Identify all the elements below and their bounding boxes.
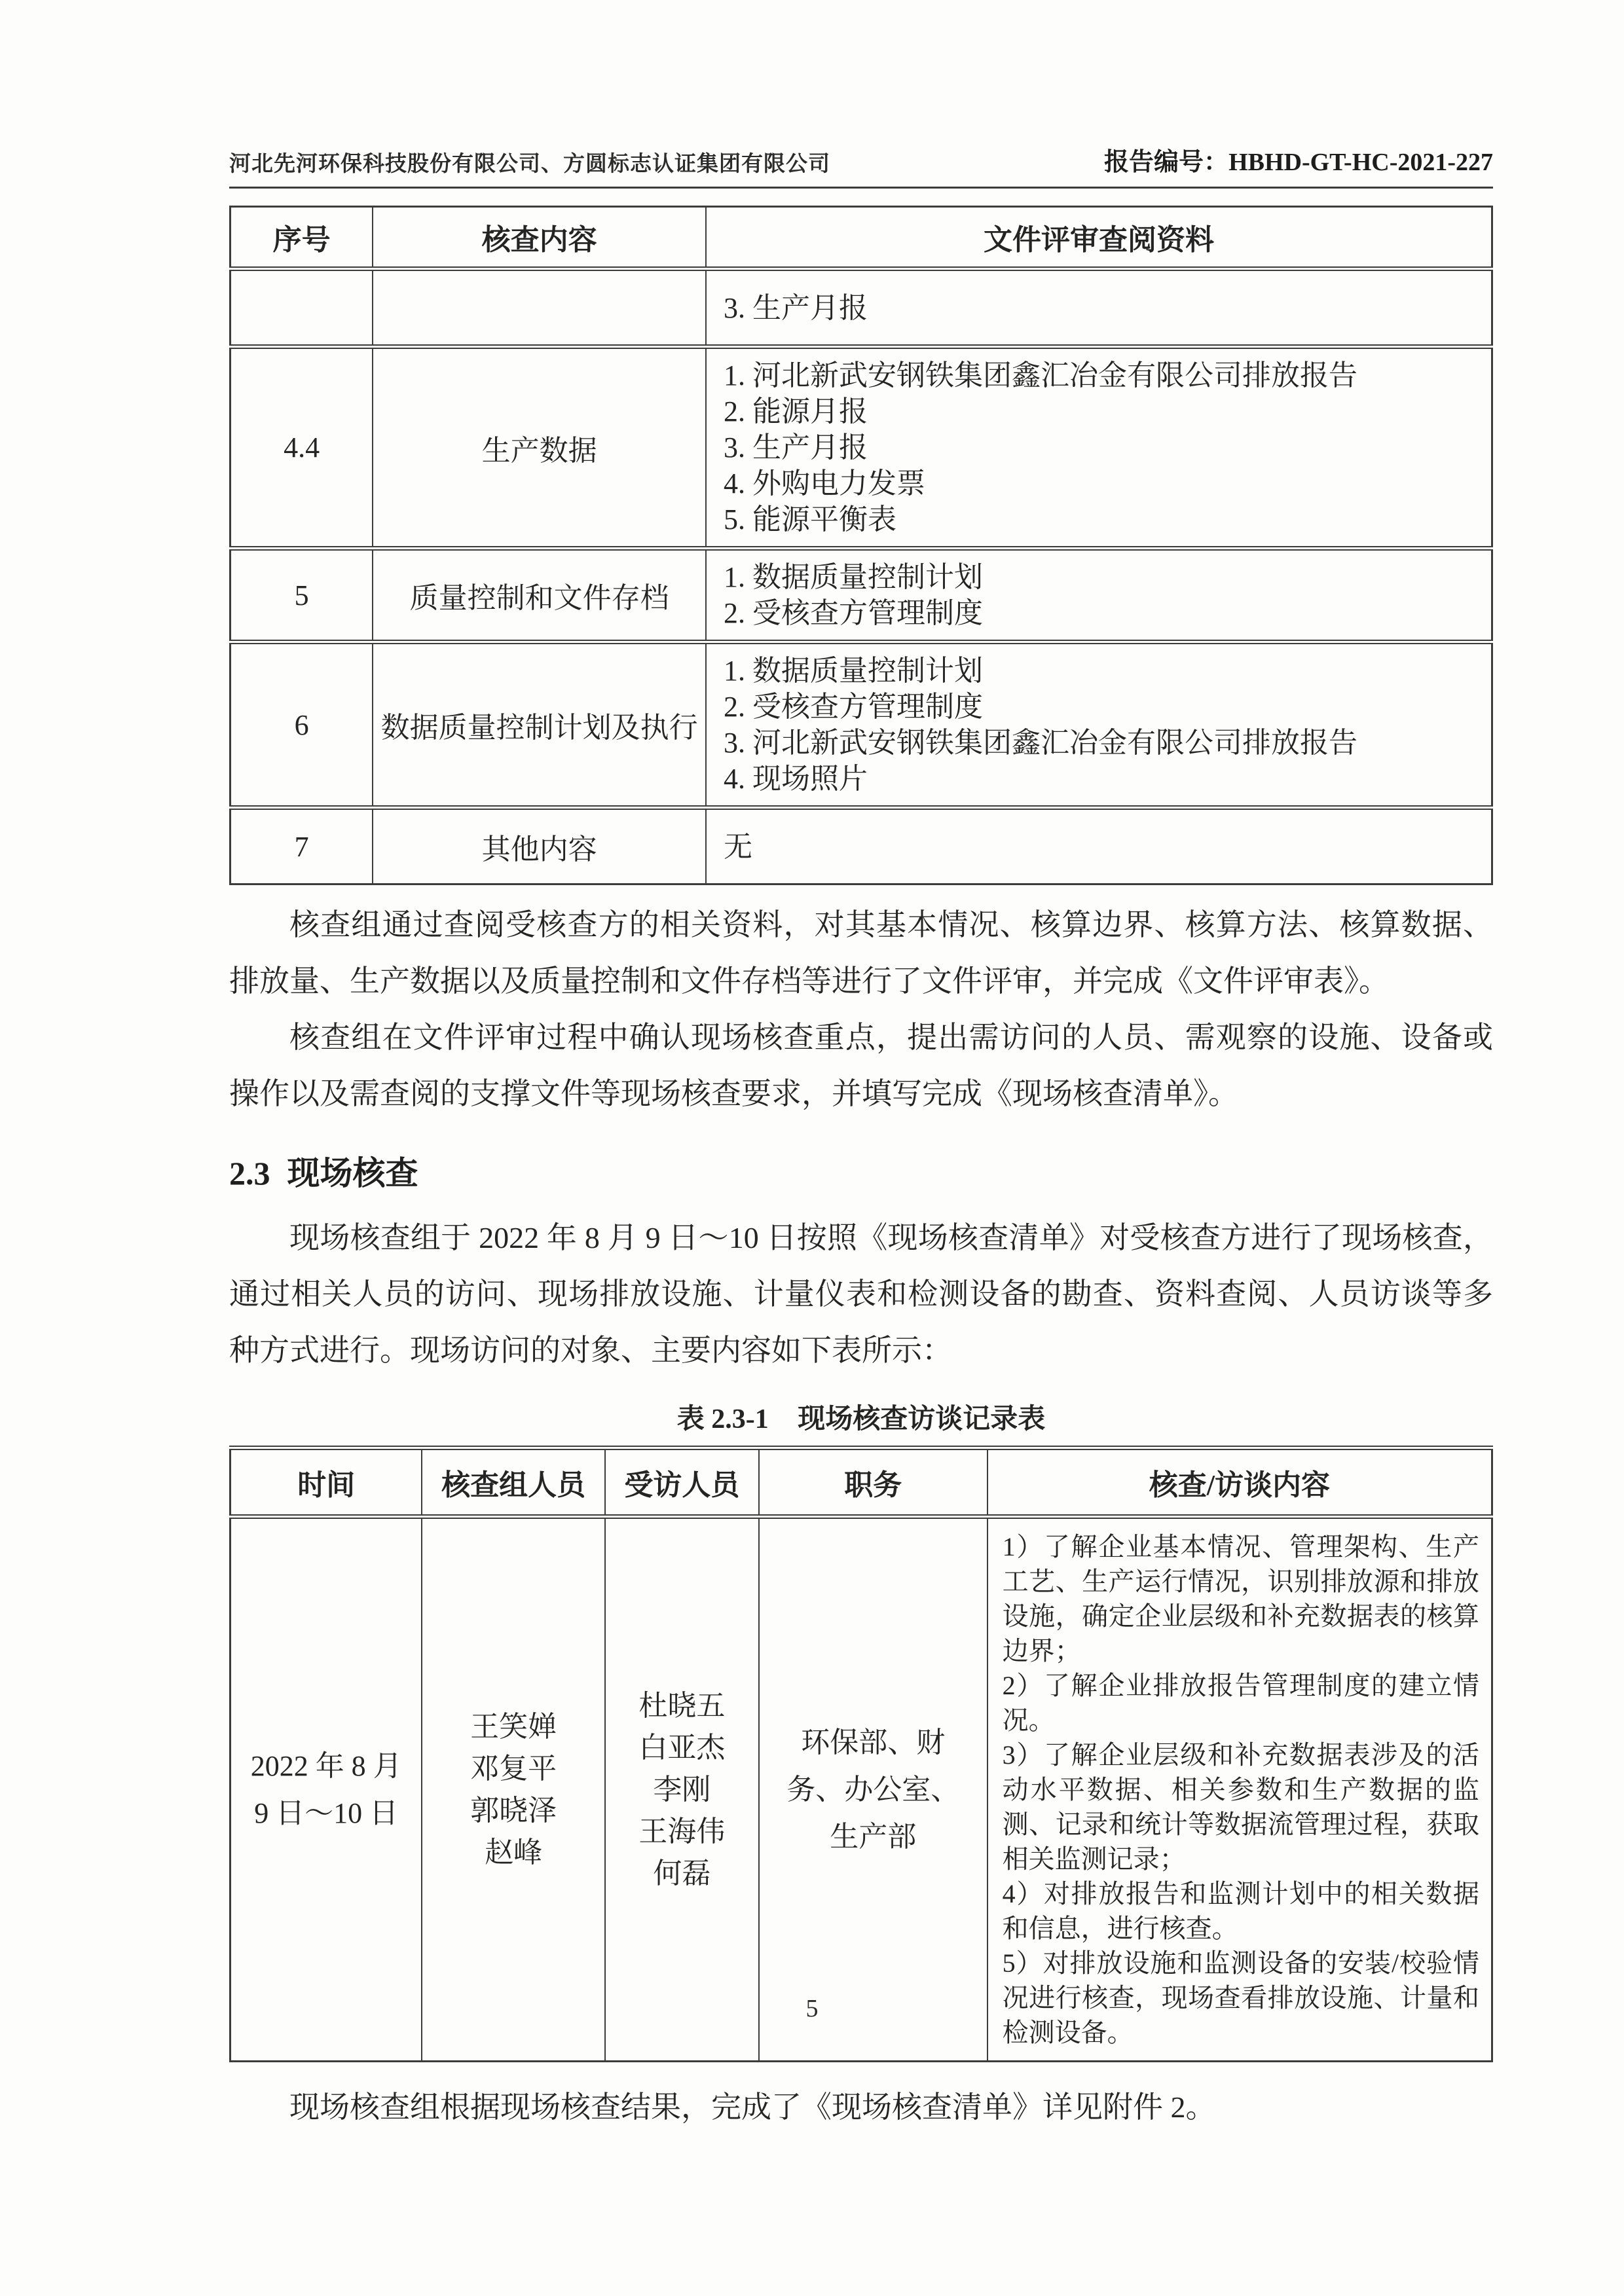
cell-interviewees xyxy=(605,1517,759,2062)
page-number: 5 xyxy=(805,1995,819,2022)
table-row xyxy=(231,269,1492,347)
table-row xyxy=(231,642,1492,808)
doc-item: 1. 数据质量控制计划 xyxy=(723,561,983,593)
cell-seq: 5 xyxy=(231,549,373,642)
document-review-table xyxy=(229,206,1493,885)
paragraph-doc-review-summary: 核查组通过查阅受核查方的相关资料，对其基本情况、核算边界、核算方法、核算数据、排放量、生产数据以及质量控制和文件存档等进行了文件评审，并完成《文件评审表》。 xyxy=(229,908,1493,998)
topic-item: 3）了解企业层级和补充数据表涉及的活动水平数据、相关参数和生产数据的监测、记录和统计等数据流管理过程，获取相关监测记录； xyxy=(1002,1740,1479,1874)
col-header-interviewees: 受访人员 xyxy=(605,1448,759,1517)
paragraph-site-visit-result: 现场核查组根据现场核查结果，完成了《现场核查清单》详见附件 2。 xyxy=(289,2090,1216,2124)
table-header-row xyxy=(231,207,1492,269)
table-row xyxy=(231,347,1492,549)
topic-item: 5）对排放设施和监测设备的安装/校验情况进行核查，现场查看排放设施、计量和检测设备。 xyxy=(1002,1948,1479,2047)
col-header-docs: 文件评审查阅资料 xyxy=(706,207,1492,269)
topic-item: 4）对排放报告和监测计划中的相关数据和信息，进行核查。 xyxy=(1002,1879,1479,1943)
col-header-topics: 核查/访谈内容 xyxy=(987,1448,1492,1517)
report-number-label: 报告编号： xyxy=(1104,149,1229,176)
interview-table-caption xyxy=(229,1397,1493,1436)
doc-item: 3. 生产月报 xyxy=(723,291,868,324)
cell-seq xyxy=(231,269,373,347)
doc-item: 1. 河北新武安钢铁集团鑫汇冶金有限公司排放报告 xyxy=(723,359,1357,392)
col-header-time: 时间 xyxy=(231,1448,422,1517)
section-title: 现场核查 xyxy=(287,1155,418,1192)
interviewee: 何磊 xyxy=(653,1857,711,1889)
interviewee: 李刚 xyxy=(653,1773,711,1806)
doc-item: 2. 受核查方管理制度 xyxy=(723,691,983,723)
interviewee: 王海伟 xyxy=(638,1815,726,1848)
report-number xyxy=(1104,141,1493,177)
cell-seq: 4.4 xyxy=(231,347,373,549)
cell-seq: 7 xyxy=(231,808,373,884)
doc-item: 2. 能源月报 xyxy=(723,395,868,428)
cell-docs xyxy=(706,269,1492,347)
cell-docs xyxy=(706,642,1492,808)
visit-date: 2022 年 8 月 9 日～10 日 xyxy=(250,1749,402,1829)
section-heading-2-3 xyxy=(229,1147,1493,1194)
cell-docs xyxy=(706,808,1492,884)
page-content xyxy=(229,0,1493,2136)
topic-item: 1）了解企业基本情况、管理架构、生产工艺、生产运行情况，识别排放源和排放设施，确定企业层级和补充数据表的核算边界； xyxy=(1002,1532,1479,1666)
caption-title: 现场核查访谈记录表 xyxy=(798,1404,1046,1434)
doc-item: 3. 河北新武安钢铁集团鑫汇冶金有限公司排放报告 xyxy=(723,727,1357,759)
col-header-position: 职务 xyxy=(759,1448,987,1517)
doc-item: 无 xyxy=(723,830,752,863)
cell-topics xyxy=(987,1517,1492,2062)
table-row xyxy=(231,808,1492,884)
interviewee: 白亚杰 xyxy=(638,1731,726,1764)
departments: 环保部、财务、办公室、生产部 xyxy=(786,1726,960,1853)
certifier-names: 河北先河环保科技股份有限公司、方圆标志认证集团有限公司 xyxy=(229,153,830,176)
team-member: 郭晓泽 xyxy=(470,1794,557,1827)
team-member: 王笑婵 xyxy=(470,1710,557,1743)
cell-content xyxy=(373,269,706,347)
doc-item: 2. 受核查方管理制度 xyxy=(723,597,983,629)
cell-time xyxy=(231,1517,422,2062)
caption-label: 表 2.3-1 xyxy=(676,1404,769,1434)
cell-content: 生产数据 xyxy=(373,347,706,549)
cell-content: 数据质量控制计划及执行 xyxy=(373,642,706,808)
cell-content: 其他内容 xyxy=(373,808,706,884)
table-header-row xyxy=(231,1448,1492,1517)
doc-item: 3. 生产月报 xyxy=(723,431,868,464)
interview-record-table xyxy=(229,1446,1493,2062)
team-member: 邓复平 xyxy=(470,1752,557,1785)
paragraph-doc-review-followup: 核查组在文件评审过程中确认现场核查重点，提出需访问的人员、需观察的设施、设备或操作以及需查阅的支撑文件等现场核查要求，并填写完成《现场核查清单》。 xyxy=(229,1021,1493,1110)
col-header-seq: 序号 xyxy=(231,207,373,269)
col-header-team: 核查组人员 xyxy=(422,1448,604,1517)
cell-docs xyxy=(706,347,1492,549)
cell-team-members xyxy=(422,1517,604,2062)
cell-docs xyxy=(706,549,1492,642)
table-row xyxy=(231,1517,1492,2062)
section-number: 2.3 xyxy=(229,1155,270,1192)
doc-item: 4. 现场照片 xyxy=(723,763,868,795)
doc-item: 4. 外购电力发票 xyxy=(723,467,925,500)
doc-item: 5. 能源平衡表 xyxy=(723,503,896,536)
interviewee: 杜晓五 xyxy=(638,1689,726,1722)
col-header-content: 核查内容 xyxy=(373,207,706,269)
cell-departments xyxy=(759,1517,987,2062)
report-number-value: HBHD-GT-HC-2021-227 xyxy=(1228,149,1493,176)
paragraph-site-visit-intro: 现场核查组于 2022 年 8 月 9 日～10 日按照《现场核查清单》对受核查方进行了现场核查，通过相关人员的访问、现场排放设施、计量仪表和检测设备的勘查、资料查阅、人员访谈等多种方式进行。现场访问的对象、主要内容如下表所示： xyxy=(229,1221,1493,1367)
cell-seq: 6 xyxy=(231,642,373,808)
cell-content: 质量控制和文件存档 xyxy=(373,549,706,642)
doc-item: 1. 数据质量控制计划 xyxy=(723,655,983,687)
team-member: 赵峰 xyxy=(485,1836,543,1868)
topic-item: 2）了解企业排放报告管理制度的建立情况。 xyxy=(1002,1671,1479,1735)
table-row xyxy=(231,549,1492,642)
page-header xyxy=(229,141,1493,189)
